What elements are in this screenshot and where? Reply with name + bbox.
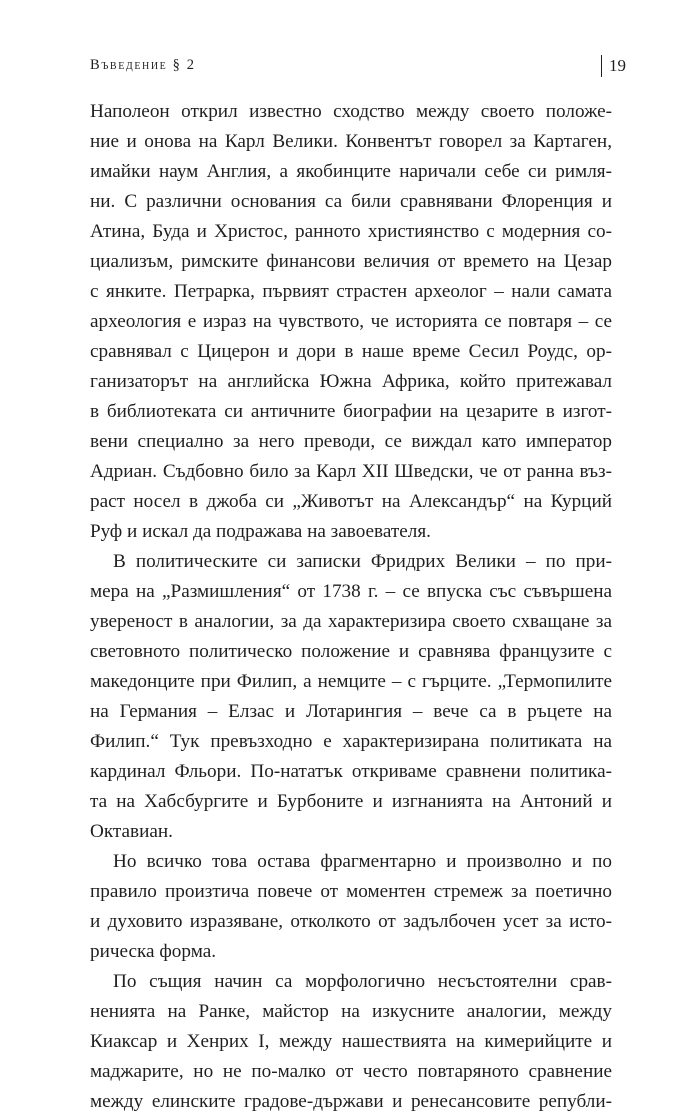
text-line: имайки наум Англия, а якобинците наричали себе си римля- [90,161,612,182]
text-line: Руф и искал да подражава на завоевателя. [90,521,431,542]
page-number-rule [601,55,602,77]
paragraph [90,97,612,547]
paragraph [90,847,612,967]
text-line: мера на „Размишления“ от 1738 г. – се впуска със съвършена [90,581,612,602]
text-line: увереност в аналогии, за да характеризира своето схващане за [90,611,612,632]
text-line: раст носел в джоба си „Животът на Александър“ на Курций [90,491,612,512]
text-line: Октавиан. [90,821,173,842]
text-line: археология е израз на чувството, че историята се повтаря – се [90,311,612,332]
text-line: Наполеон открил известно сходство между своето положе- [90,101,612,122]
text-line: кардинал Фльори. По-нататък откриваме сравнени политика- [90,761,612,782]
text-line: сравнявал с Цицерон и дори в наше време Сесил Роудс, ор- [90,341,612,362]
text-line: рическа форма. [90,941,217,962]
text-line: маджарите, но не по-малко от често повтаряното сравнение [90,1061,612,1082]
text-line: ние и онова на Карл Велики. Конвентът говорел за Картаген, [90,131,612,152]
text-line: ни. С различни основания са били сравнявани Флоренция и [90,191,612,212]
text-line: Филип.“ Тук превъзходно е характеризирана политиката на [90,731,612,752]
paragraph [90,967,612,1117]
text-line: В политическите си записки Фридрих Велики – по при- [113,551,612,572]
text-line: македонците при Филип, а немците – с гърците. „Термопилите [90,671,612,692]
paragraph [90,547,612,847]
text-line: Атина, Буда и Христос, ранното християнство с модерния со- [90,221,612,242]
text-line: и духовито изразяване, отколкото от задълбочен усет за исто- [90,911,612,932]
body-text [90,97,612,1117]
text-line: ганизаторът на английска Южна Африка, който притежавал [90,371,612,392]
page-number-block [601,55,626,77]
running-title: Въведение § 2 [90,57,196,73]
text-line: ненията на Ранке, майстор на изкусните аналогии, между [90,1001,612,1022]
text-line: Адриан. Съдбовно било за Карл XII Шведски, че от ранна въз- [90,461,612,482]
text-line: с янките. Петрарка, първият страстен археолог – нали самата [90,281,612,302]
text-line: По същия начин са морфологично несъстоятелни срав- [113,971,612,992]
text-line: вени специално за него преводи, се виждал като император [90,431,612,452]
text-line: правило произтича повече от моментен стремеж за поетично [90,881,612,902]
text-line: между елинските градове-държави и ренесансовите републи- [90,1091,612,1112]
text-line: та на Хабсбургите и Бурбоните и изгнанията на Антоний и [90,791,612,812]
text-line: Но всичко това остава фрагментарно и произволно и по [113,851,612,872]
text-line: Киаксар и Хенрих I, между нашествията на кимерийците и [90,1031,612,1052]
text-line: циализъм, римските финансови величия от времето на Цезар [90,251,612,272]
text-line: световното политическо положение и сравнява французите с [90,641,612,662]
page-number: 19 [609,56,626,75]
text-line: в библиотеката си античните биографии на цезарите в изгот- [90,401,612,422]
text-line: на Германия – Елзас и Лотарингия – вече са в ръцете на [90,701,612,722]
